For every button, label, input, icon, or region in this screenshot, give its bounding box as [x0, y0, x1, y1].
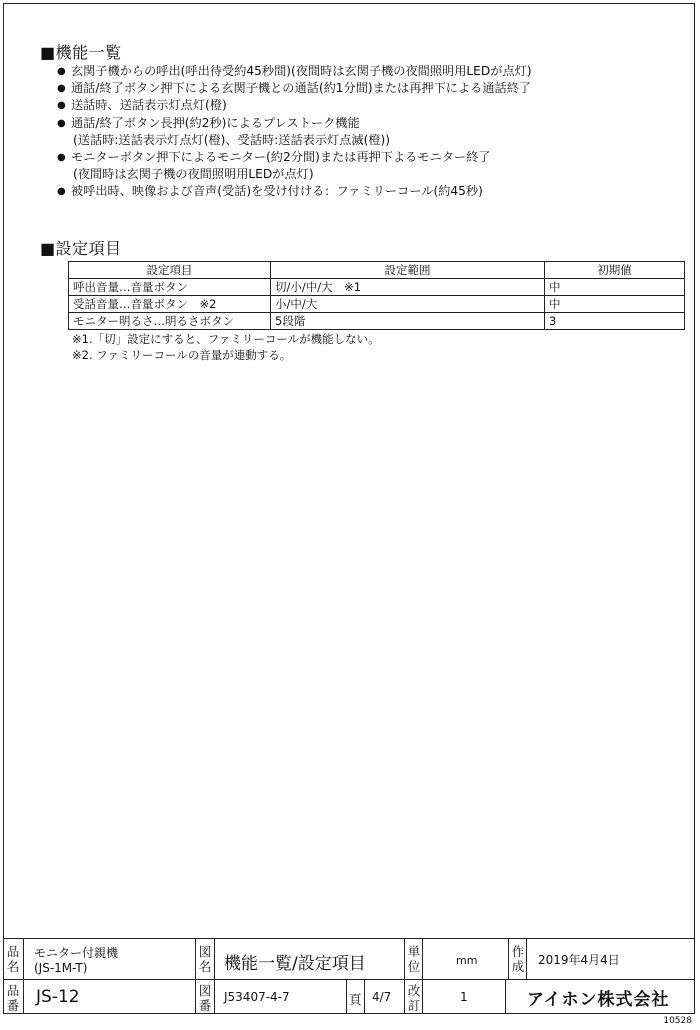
label-hinban: 品 番 — [6, 983, 20, 1013]
header-item: 設定項目 — [69, 262, 271, 279]
bullet-icon: ● — [57, 117, 66, 129]
company-logo: アイホン株式会社 — [527, 990, 670, 1010]
feature-item-5: ● モニターボタン押下によるモニター(約2分間)または再押下よるモニター終了 (夜間時は玄関子機の夜間照明用LEDが点灯) — [57, 150, 491, 182]
page-number: 4/7 — [372, 990, 392, 1004]
settings-table — [68, 261, 685, 330]
created-date: 2019年4月4日 — [538, 953, 620, 967]
label-page: 頁 — [349, 992, 362, 1007]
settings-title: ■設定項目 — [40, 239, 122, 258]
note-2: ※2. ファミリーコールの音量が連動する。 — [72, 348, 292, 362]
bullet-icon: ● — [57, 83, 66, 95]
table-row: 呼出音量…音量ボタン 切/小/中/大 ※1 中 — [69, 279, 685, 296]
tb-divider — [422, 938, 423, 1014]
feature-item-1: ● 玄関子機からの呼出(呼出待受約45秒間)(夜間時は玄関子機の夜間照明用LEDが点灯) — [57, 63, 532, 80]
product-name: モニター付親機 — [34, 946, 119, 960]
bullet-icon: ● — [57, 186, 66, 198]
tb-top-border — [3, 938, 695, 939]
tb-divider — [364, 979, 365, 1014]
label-kaitei: 改 訂 — [407, 983, 421, 1013]
tb-divider — [214, 938, 215, 1014]
bullet-icon: ● — [57, 100, 66, 112]
tb-divider — [23, 938, 24, 1014]
part-number: JS-12 — [36, 987, 80, 1007]
features-title: ■機能一覧 — [40, 43, 122, 62]
tb-divider — [346, 979, 347, 1014]
feature-item-3: ● 送話時、送話表示灯点灯(橙) — [57, 97, 532, 114]
bullet-icon: ● — [57, 66, 66, 77]
product-model: (JS-1M-T) — [34, 961, 88, 975]
document-id: 10528 — [663, 1016, 692, 1026]
bullet-icon: ● — [57, 152, 66, 164]
header-range: 設定範囲 — [271, 262, 545, 279]
table-header-row — [69, 262, 685, 279]
note-1: ※1.「切」設定にすると、ファミリーコールが機能しない。 — [72, 332, 380, 346]
tb-divider — [404, 938, 405, 1014]
unit-value: mm — [456, 954, 478, 967]
revision-number: 1 — [460, 990, 468, 1004]
feature-item-4: ● 通話/終了ボタン長押(約2秒)によるプレストーク機能 (送話時:送話表示灯点灯(橙)、受話時:送話表示灯点滅(橙)) — [57, 115, 391, 147]
feature-item-6: ● 被呼出時、映像および音声(受話)を受け付ける：ファミリーコール(約45秒) — [57, 183, 532, 200]
tb-mid-border — [3, 979, 695, 980]
label-zumei: 図 名 — [198, 944, 212, 974]
label-hinmei: 品 名 — [6, 944, 20, 974]
drawing-number: J53407-4-7 — [224, 990, 290, 1004]
label-tani: 単 位 — [407, 944, 421, 974]
tb-divider — [526, 938, 527, 979]
feature-item-2: ● 通話/終了ボタン押下による玄関子機との通話(約1分間)または再押下による通話終了 — [57, 80, 532, 97]
tb-divider — [505, 979, 506, 1014]
table-row: モニター明るさ…明るさボタン 5段階 3 — [69, 313, 685, 330]
tb-divider — [195, 938, 196, 1014]
drawing-title: 機能一覧/設定項目 — [224, 954, 366, 974]
label-zuban: 図 番 — [198, 983, 212, 1013]
table-row: 受話音量…音量ボタン ※2 小/中/大 中 — [69, 296, 685, 313]
features-list — [57, 63, 532, 201]
header-default: 初期値 — [545, 262, 685, 279]
tb-divider — [508, 938, 509, 979]
settings-notes — [72, 331, 380, 363]
label-sakusei: 作 成 — [511, 944, 525, 974]
